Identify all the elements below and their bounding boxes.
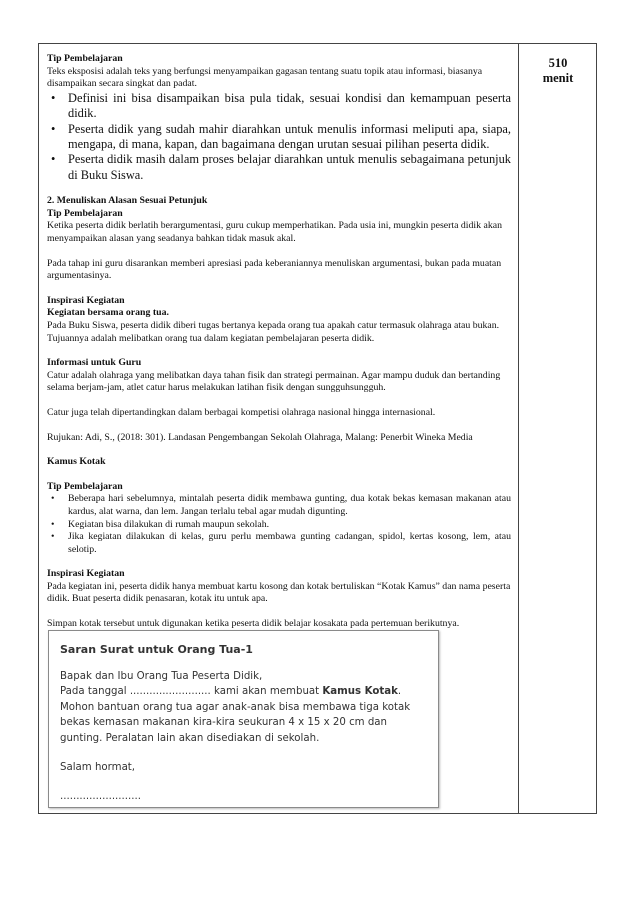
tip-heading-3: Tip Pembelajaran — [47, 480, 123, 492]
parent-letter-box — [48, 630, 439, 808]
section-heading-2: 2. Menuliskan Alasan Sesuai Petunjuk — [47, 195, 208, 207]
column-divider — [518, 43, 519, 814]
inspirasi-subheading-1: Kegiatan bersama orang tua. — [47, 307, 169, 319]
duration-cell — [519, 56, 597, 86]
list-item: • Beberapa hari sebelumnya, mintalah peserta didik membawa gunting, dua kotak bekas kemasan makanan atau kardus, alat warna, dan lem. Jangan terlalu tebal agar mudah digunting. — [47, 493, 511, 518]
list-item: • Peserta didik yang sudah mahir diarahkan untuk menulis informasi meliputi apa, siapa, mengapa, di mana, kapan, dan bagaimana dengan urutan sesuai pilihan peserta didik. — [47, 122, 511, 153]
info-guru-text-2: Catur juga telah dipertandingkan dalam berbagai kompetisi olahraga nasional hingga internasional. — [47, 406, 436, 418]
tip-text-2a: Ketika peserta didik berlatih berargumentasi, guru cukup memperhatikan. Pada usia ini, mungkin peserta didik akan menyampaikan alasan yang seadanya bahkan tidak masuk akal. — [47, 220, 502, 244]
letter-greeting: Bapak dan Ibu Orang Tua Peserta Didik, — [60, 671, 263, 682]
info-guru-heading: Informasi untuk Guru — [47, 357, 142, 369]
main-content — [47, 53, 511, 631]
tip-bullets-1 — [47, 91, 511, 183]
letter-closing: Salam hormat, — [60, 762, 136, 774]
tip-bullets-3 — [47, 493, 511, 556]
letter-body-prefix: Pada tanggal ......................... kami akan membuat — [60, 686, 323, 698]
letter-body — [60, 684, 428, 746]
inspirasi-text-1: Pada Buku Siswa, peserta didik diberi tugas bertanya kepada orang tua apakah catur termasuk olahraga atau bukan. Tujuannya adalah melibatkan orang tua dalam kegiatan pembelajaran peserta didik. — [47, 319, 500, 344]
letter-signature: ......................... — [60, 791, 141, 803]
list-item: • Kegiatan bisa dilakukan di rumah maupun sekolah. — [47, 519, 511, 532]
list-item: • Peserta didik masih dalam proses belajar diarahkan untuk menulis sebagaimana petunjuk di Buku Siswa. — [47, 152, 511, 183]
list-item: • Jika kegiatan dilakukan di kelas, guru perlu membawa gunting cadangan, spidol, kertas kosong, lem, atau selotip. — [47, 531, 511, 556]
info-guru-text-1: Catur adalah olahraga yang melibatkan daya tahan fisik dan strategi permainan. Agar mampu duduk dan bertanding selama berjam-jam, atlet catur harus melakukan latihan fisik dengan sungguhsungguh. — [47, 369, 501, 394]
letter-title: Saran Surat untuk Orang Tua-1 — [60, 643, 253, 656]
tip-heading-1: Tip Pembelajaran — [47, 53, 123, 64]
inspirasi-heading-2: Inspirasi Kegiatan — [47, 568, 125, 580]
letter-body-suffix: . Mohon bantuan orang tua agar anak-anak bisa membawa tiga kotak bekas kemasan makanan kira-kira seukuran 4 x 15 x 20 cm dan gunting. Peralatan lain akan disediakan di sekolah. — [60, 686, 411, 744]
tip-text-1: Teks eksposisi adalah teks yang berfungsi menyampaikan gagasan tentang suatu topik atau informasi, biasanya disampaikan secara singkat dan padat. — [47, 65, 483, 90]
tip-heading-2: Tip Pembelajaran — [47, 207, 123, 219]
list-item: • Definisi ini bisa disampaikan bisa pula tidak, sesuai kondisi dan kemampuan peserta didik. — [47, 91, 511, 122]
closing-text: Simpan kotak tersebut untuk digunakan ketika peserta didik belajar kosakata pada pertemuan berikutnya. — [47, 618, 460, 630]
kamus-kotak-heading: Kamus Kotak — [47, 456, 106, 468]
duration-value: 510 — [548, 56, 568, 70]
tip-text-2b: Pada tahap ini guru disarankan memberi apresiasi pada keberaniannya menuliskan argumentasi, bukan pada muatan argumentasinya. — [47, 257, 502, 282]
duration-unit: menit — [542, 71, 574, 85]
letter-body-bold: Kamus Kotak — [322, 686, 398, 698]
inspirasi-heading-1: Inspirasi Kegiatan — [47, 294, 125, 306]
inspirasi-text-2: Pada kegiatan ini, peserta didik hanya membuat kartu kosong dan kotak bertuliskan “Kotak Kamus” dan nama peserta didik. Buat peserta didik penasaran, kotak itu untuk apa. — [47, 580, 511, 605]
reference-text: Rujukan: Adi, S., (2018: 301). Landasan Pengembangan Sekolah Olahraga, Malang: Penerbit Wineka Media — [47, 431, 473, 443]
